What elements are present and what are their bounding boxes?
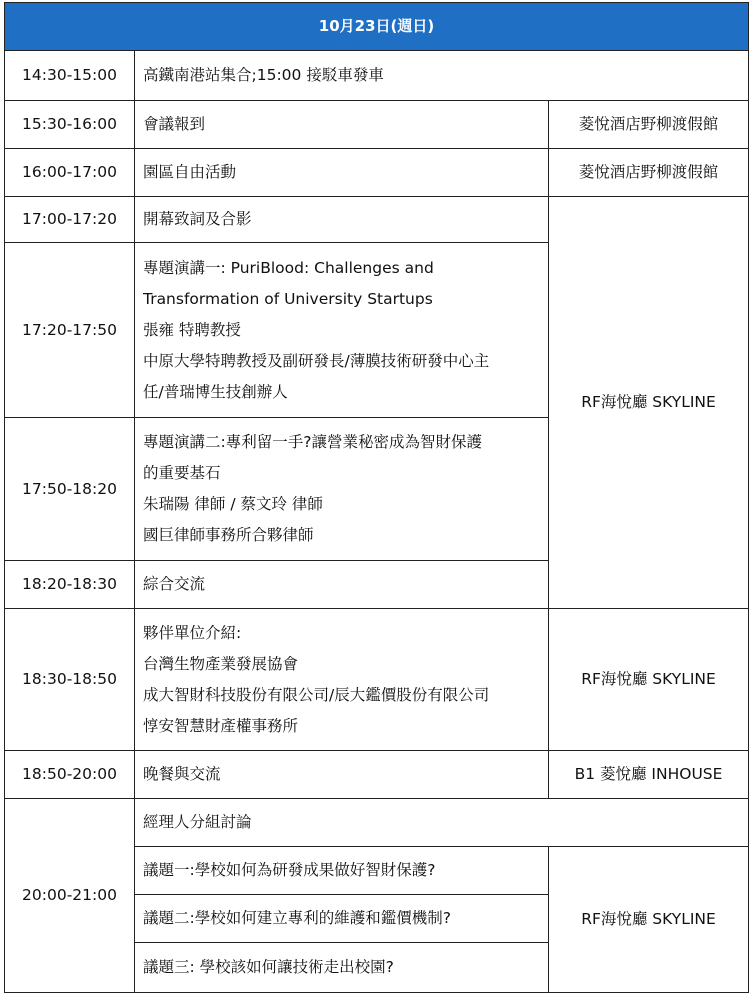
topic-cell: 晚餐與交流: [135, 751, 549, 799]
discussion-topic: 議題一:學校如何為研發成果做好智財保護?: [135, 847, 549, 895]
time-cell: 17:00-17:20: [5, 197, 135, 243]
venue-cell: B1 菱悅廳 INHOUSE: [549, 751, 749, 799]
discussion-title: 經理人分組討論: [135, 799, 749, 847]
schedule-table: [4, 2, 749, 993]
topic-cell: 會議報到: [135, 101, 549, 149]
speech-title-line: 專題演講二:專利留一手?讓營業秘密成為智財保護: [143, 433, 482, 451]
time-cell: 18:50-20:00: [5, 751, 135, 799]
table-row: [5, 101, 749, 149]
topic-cell: [135, 609, 549, 751]
speech-title-line: Transformation of University Startups: [143, 289, 433, 308]
table-row: [5, 799, 749, 847]
table-row: [5, 609, 749, 751]
partner-item: 惇安智慧財產權事務所: [143, 716, 299, 735]
venue-cell: RF海悅廳 SKYLINE: [549, 609, 749, 751]
table-row: [5, 149, 749, 197]
time-cell: 17:50-18:20: [5, 418, 135, 561]
venue-cell: 菱悅酒店野柳渡假館: [549, 149, 749, 197]
discussion-topic: 議題三: 學校該如何讓技術走出校園?: [135, 943, 549, 993]
table-row: [5, 751, 749, 799]
time-cell: 14:30-15:00: [5, 51, 135, 101]
header-row: [5, 3, 749, 51]
partner-heading: 夥伴單位介紹:: [143, 623, 242, 642]
speech-title-line: 的重要基石: [143, 464, 221, 482]
topic-cell: 園區自由活動: [135, 149, 549, 197]
speech-title-line: 專題演講一: PuriBlood: Challenges and: [143, 258, 434, 277]
table-row: [5, 197, 749, 243]
speaker-name: 朱瑞陽 律師 / 蔡文玲 律師: [143, 495, 323, 513]
venue-cell: 菱悅酒店野柳渡假館: [549, 101, 749, 149]
topic-cell: [135, 418, 549, 561]
speaker-affiliation: 中原大學特聘教授及副研發長/薄膜技術研發中心主: [143, 351, 490, 370]
table-row: [5, 51, 749, 101]
discussion-topic: 議題二:學校如何建立專利的維護和鑑價機制?: [135, 895, 549, 943]
topic-cell: [135, 243, 549, 418]
speaker-affiliation: 國巨律師事務所合夥律師: [143, 526, 314, 544]
time-cell: 16:00-17:00: [5, 149, 135, 197]
topic-cell: 高鐵南港站集合;15:00 接駁車發車: [135, 51, 749, 101]
venue-cell: RF海悅廳 SKYLINE: [549, 197, 749, 609]
time-cell: 17:20-17:50: [5, 243, 135, 418]
topic-cell: 綜合交流: [135, 561, 549, 609]
topic-cell: 開幕致詞及合影: [135, 197, 549, 243]
partner-item: 台灣生物產業發展協會: [143, 654, 299, 673]
speaker-affiliation: 任/普瑞博生技創辦人: [143, 382, 288, 401]
time-cell: 18:20-18:30: [5, 561, 135, 609]
time-cell: 18:30-18:50: [5, 609, 135, 751]
speaker-name: 張雍 特聘教授: [143, 320, 241, 339]
date-header: 10月23日(週日): [5, 3, 749, 51]
partner-item: 成大智財科技股份有限公司/辰大鑑價股份有限公司: [143, 685, 490, 704]
time-cell: 15:30-16:00: [5, 101, 135, 149]
time-cell: 20:00-21:00: [5, 799, 135, 993]
venue-cell: RF海悅廳 SKYLINE: [549, 847, 749, 993]
